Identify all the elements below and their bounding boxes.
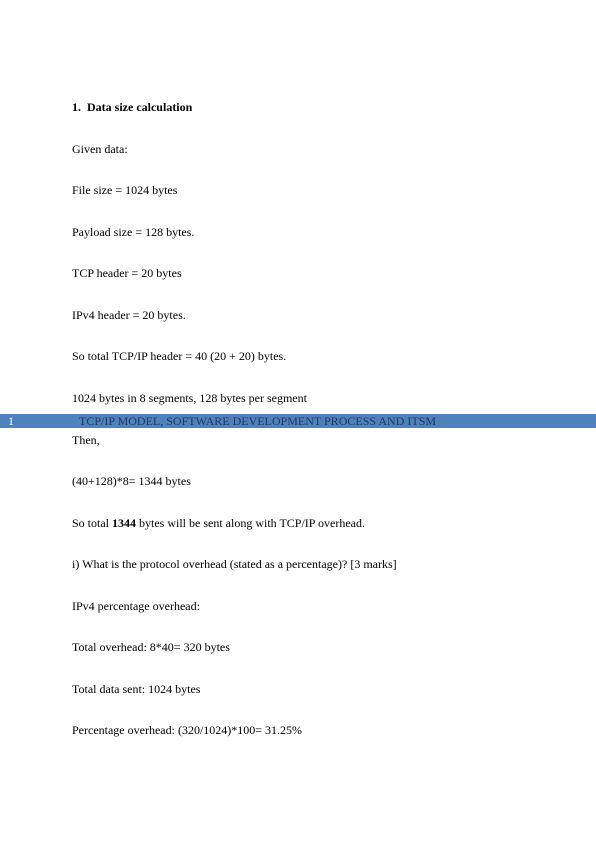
then-line: Then, xyxy=(72,433,100,447)
total-overhead-line: Total overhead: 8*40= 320 bytes xyxy=(72,640,230,654)
formula-line: (40+128)*8= 1344 bytes xyxy=(72,474,191,488)
total-sent-prefix: So total xyxy=(72,516,113,530)
percentage-overhead-line: Percentage overhead: (320/1024)*100= 31.25% xyxy=(72,723,303,737)
tcp-header-line: TCP header = 20 bytes xyxy=(72,266,182,280)
question-i-line: i) What is the protocol overhead (stated as a percentage)? [3 marks] xyxy=(72,557,397,571)
section-title: Data size calculation xyxy=(87,100,193,114)
given-data-label: Given data: xyxy=(72,142,128,156)
total-data-sent-line: Total data sent: 1024 bytes xyxy=(72,682,201,696)
total-header-line: So total TCP/IP header = 40 (20 + 20) bytes. xyxy=(72,349,287,363)
ipv4-header-line: IPv4 header = 20 bytes. xyxy=(72,308,186,322)
payload-size-line: Payload size = 128 bytes. xyxy=(72,225,195,239)
ipv4-percentage-label: IPv4 percentage overhead: xyxy=(72,599,200,613)
section-heading xyxy=(72,100,192,114)
total-sent-line xyxy=(72,516,365,530)
running-header-title: TCP/IP MODEL, SOFTWARE DEVELOPMENT PROCESS AND ITSM xyxy=(79,414,437,428)
total-sent-value: 1344 xyxy=(112,516,137,530)
page-number: 1 xyxy=(8,414,14,428)
segments-line: 1024 bytes in 8 segments, 128 bytes per segment xyxy=(72,391,307,405)
file-size-line: File size = 1024 bytes xyxy=(72,183,178,197)
section-number: 1. xyxy=(72,100,81,114)
total-sent-suffix: bytes will be sent along with TCP/IP overhead. xyxy=(136,516,365,530)
